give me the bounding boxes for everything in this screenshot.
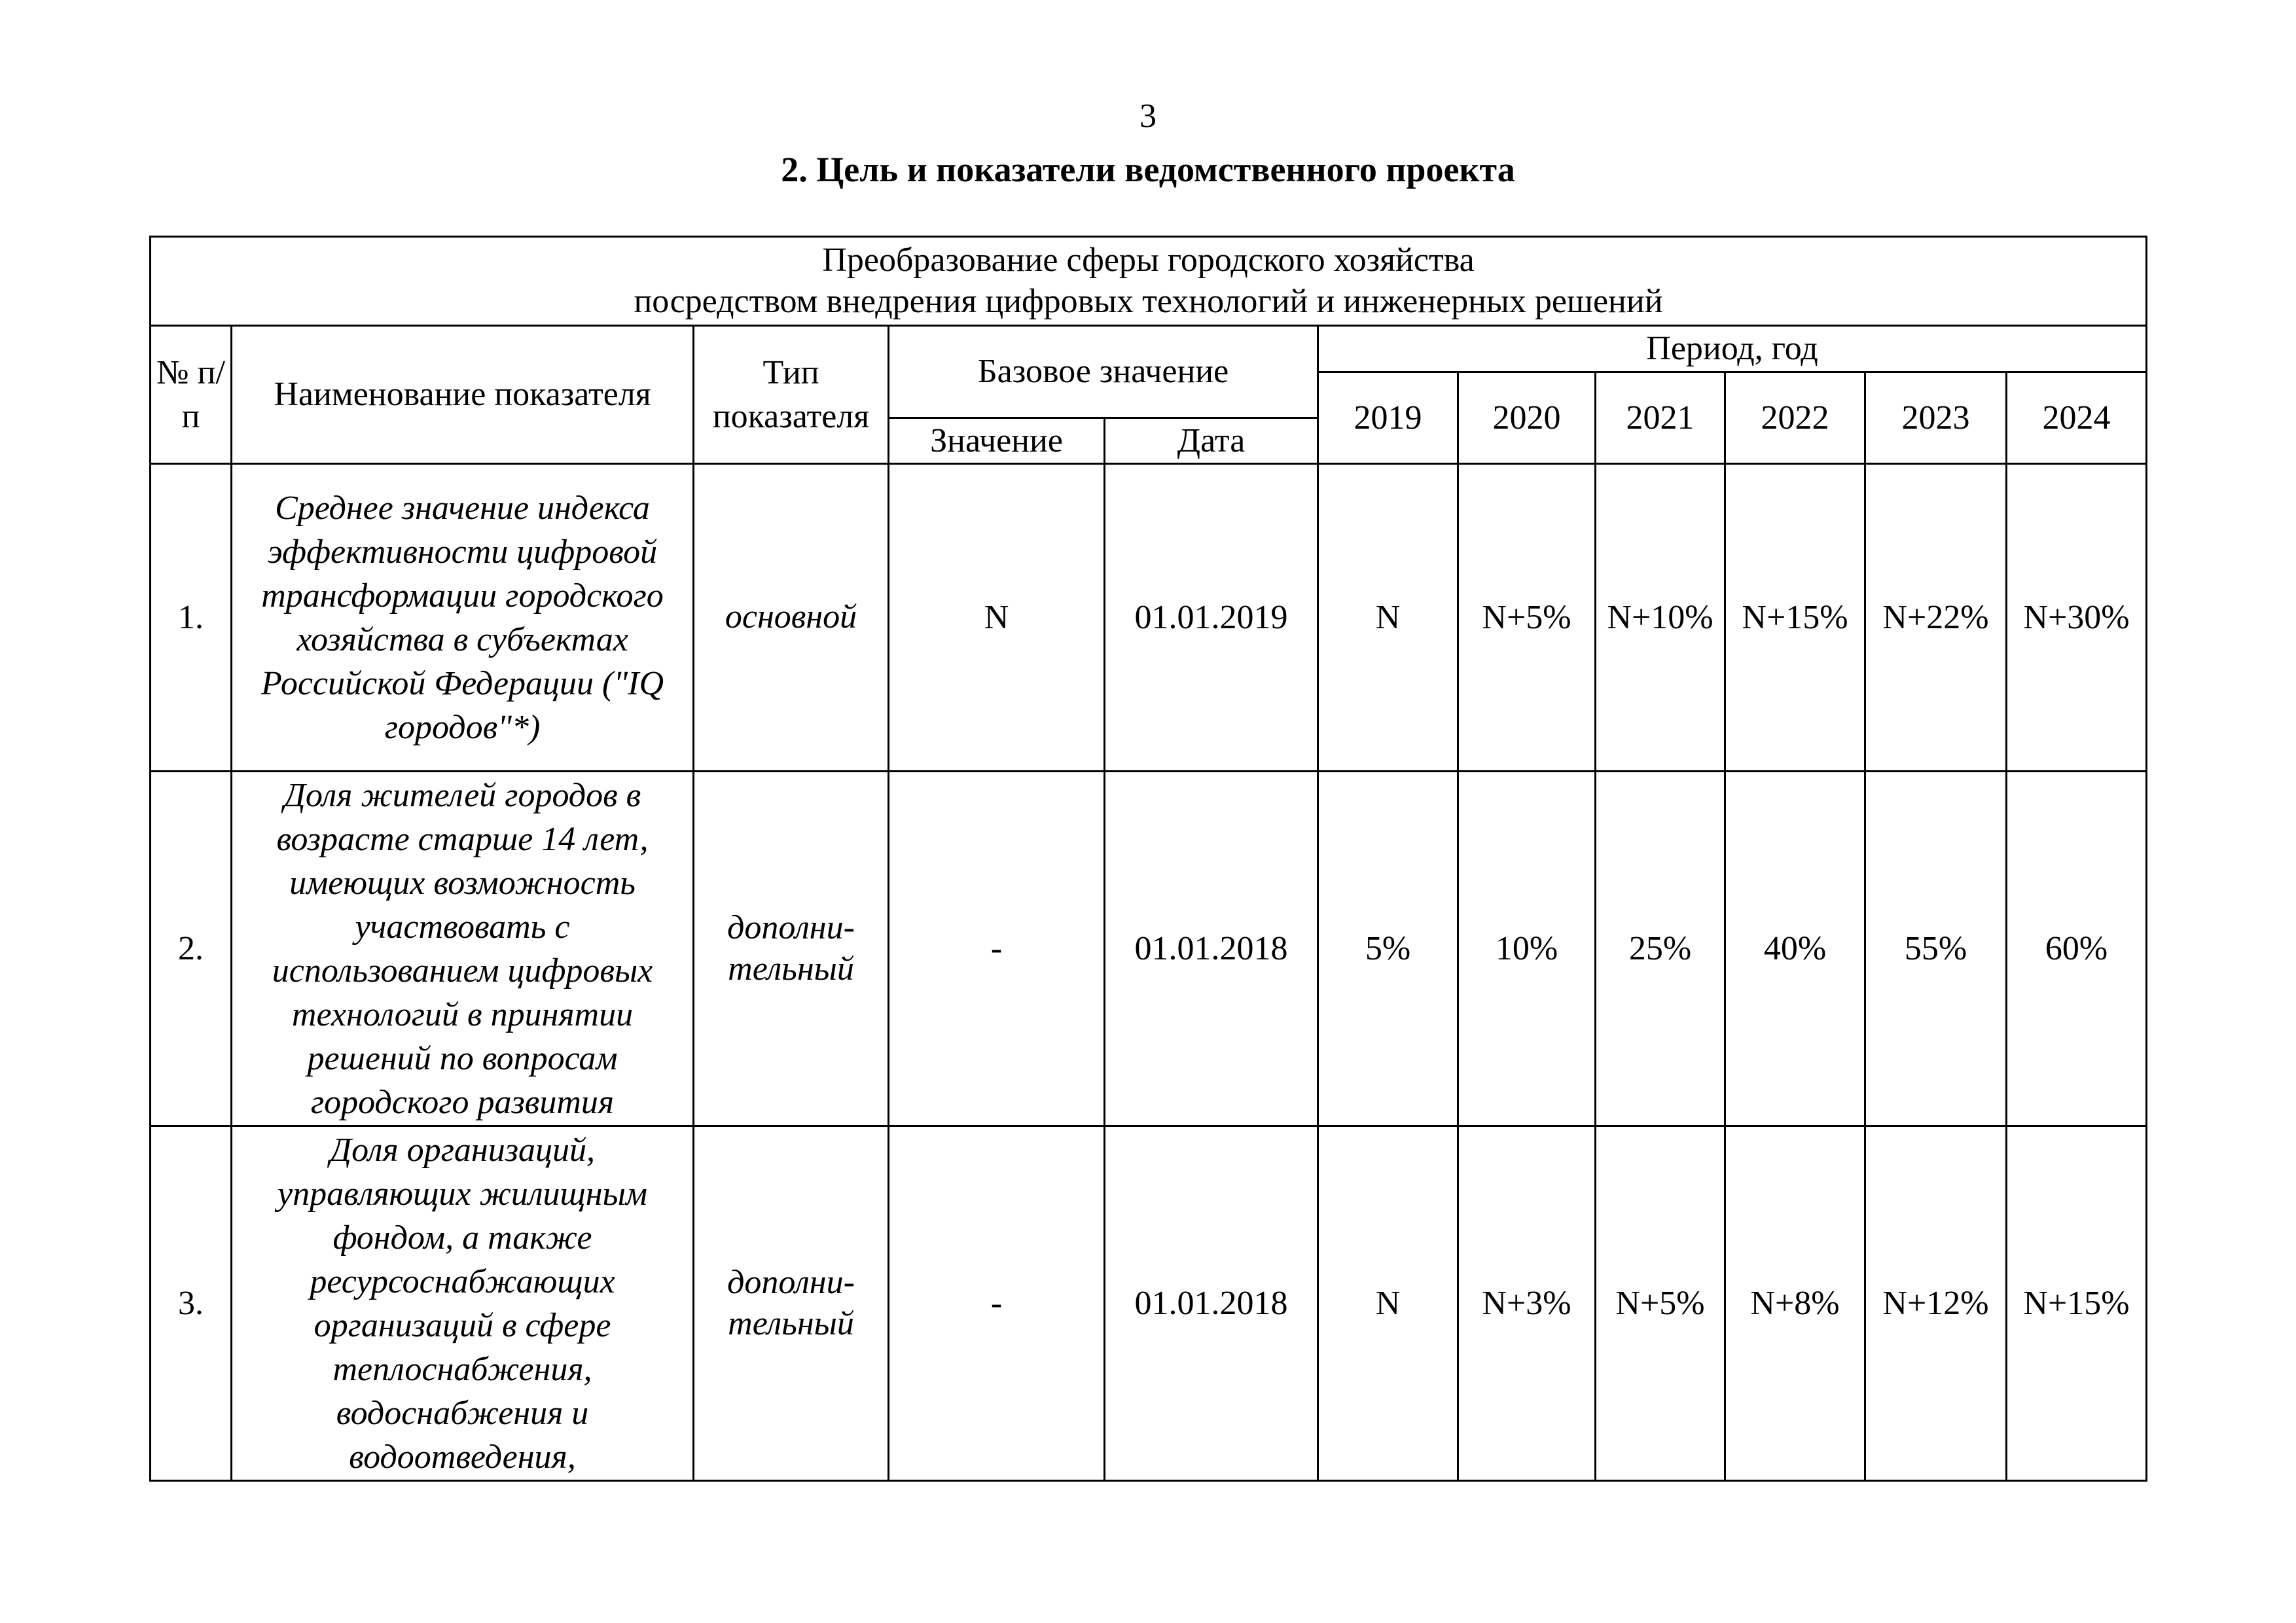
indicator-type: основной <box>694 464 889 772</box>
value-2020: N+3% <box>1458 1126 1596 1481</box>
base-date: 01.01.2018 <box>1105 1126 1318 1481</box>
base-value: - <box>889 1126 1105 1481</box>
header-name: Наименование показателя <box>232 326 694 464</box>
row-number: 1. <box>151 464 232 772</box>
value-2020: 10% <box>1458 772 1596 1126</box>
value-2022: N+15% <box>1725 464 1865 772</box>
header-type: Тип показателя <box>694 326 889 464</box>
value-2019: 5% <box>1318 772 1458 1126</box>
header-year-2024: 2024 <box>2007 372 2147 464</box>
value-2024: N+15% <box>2007 1126 2147 1481</box>
value-2024: N+30% <box>2007 464 2147 772</box>
indicator-name: Среднее значение индекса эффективности цифровой трансформации городского хозяйства в субъектах Российской Федерации ("IQ городов"*) <box>232 464 694 772</box>
header-year-2023: 2023 <box>1865 372 2007 464</box>
value-2021: 25% <box>1596 772 1725 1126</box>
page-number: 3 <box>1139 98 1157 135</box>
value-2023: N+12% <box>1865 1126 2007 1481</box>
table-row <box>151 772 2147 1126</box>
header-base-value: Значение <box>889 418 1105 464</box>
base-date: 01.01.2019 <box>1105 464 1318 772</box>
value-2022: 40% <box>1725 772 1865 1126</box>
value-2021: N+5% <box>1596 1126 1725 1481</box>
goal-line-1: Преобразование сферы городского хозяйства <box>822 241 1475 279</box>
value-2023: 55% <box>1865 772 2007 1126</box>
indicator-type: дополни-тельный <box>694 1126 889 1481</box>
table-row <box>151 464 2147 772</box>
indicator-name: Доля жителей городов в возрасте старше 14 лет, имеющих возможность участвовать с использованием цифровых технологий в принятии решений по вопросам городского развития <box>232 772 694 1126</box>
value-2024: 60% <box>2007 772 2147 1126</box>
header-base-date: Дата <box>1105 418 1318 464</box>
indicators-table <box>149 236 2147 1482</box>
value-2023: N+22% <box>1865 464 2007 772</box>
section-title: 2. Цель и показатели ведомственного проекта <box>781 150 1515 189</box>
goal-line-2: посредством внедрения цифровых технологий и инженерных решений <box>634 282 1663 320</box>
base-date: 01.01.2018 <box>1105 772 1318 1126</box>
value-2022: N+8% <box>1725 1126 1865 1481</box>
value-2021: N+10% <box>1596 464 1725 772</box>
base-value: - <box>889 772 1105 1126</box>
header-num: № п/п <box>151 326 232 464</box>
value-2020: N+5% <box>1458 464 1596 772</box>
indicator-name: Доля организаций, управляющих жилищным фондом, а также ресурсоснабжающих организаций в сфере теплоснабжения, водоснабжения и водоотведения, <box>232 1126 694 1481</box>
row-number: 2. <box>151 772 232 1126</box>
header-year-2019: 2019 <box>1318 372 1458 464</box>
value-2019: N <box>1318 464 1458 772</box>
table-row <box>151 1126 2147 1481</box>
goal-cell <box>151 237 2147 326</box>
row-number: 3. <box>151 1126 232 1481</box>
base-value: N <box>889 464 1105 772</box>
header-base: Базовое значение <box>889 326 1318 418</box>
indicator-type: дополни-тельный <box>694 772 889 1126</box>
header-year-2022: 2022 <box>1725 372 1865 464</box>
header-period: Период, год <box>1318 326 2147 372</box>
header-year-2020: 2020 <box>1458 372 1596 464</box>
value-2019: N <box>1318 1126 1458 1481</box>
header-year-2021: 2021 <box>1596 372 1725 464</box>
